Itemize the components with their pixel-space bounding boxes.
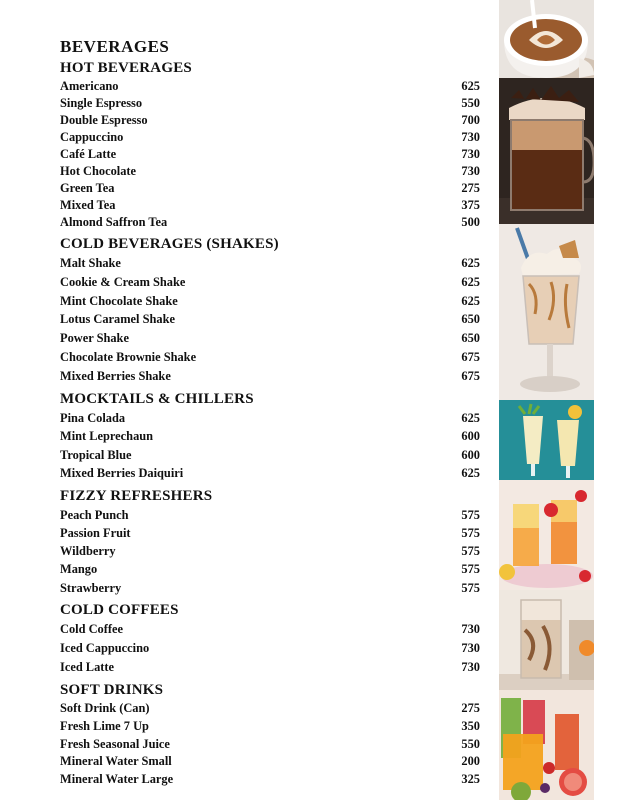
item-name: Mint Chocolate Shake (60, 293, 178, 308)
item-name: Mineral Water Large (60, 772, 174, 787)
item-price: 500 (461, 215, 480, 229)
section-heading: MOCKTAILS & CHILLERS (60, 390, 254, 407)
item-price: 575 (461, 580, 480, 595)
item-price: 625 (461, 293, 480, 308)
section-heading: HOT BEVERAGES (60, 60, 192, 76)
section-cold-beverages-shakes (60, 235, 482, 386)
section-fizzy-refreshers (60, 487, 482, 597)
item-price: 625 (461, 410, 480, 425)
item-name: Peach Punch (60, 507, 129, 522)
item-price: 730 (461, 622, 480, 637)
item-price: 625 (461, 256, 480, 270)
menu-item (60, 292, 482, 311)
item-price: 625 (461, 79, 480, 93)
item-name: Passion Fruit (60, 525, 131, 540)
menu-item (60, 112, 482, 129)
menu-item (60, 736, 482, 754)
item-price: 650 (461, 331, 480, 346)
section-heading: SOFT DRINKS (60, 682, 164, 699)
menu-item (60, 427, 482, 446)
menu-item (60, 163, 482, 180)
item-price: 275 (461, 701, 480, 716)
item-name: Fresh Lime 7 Up (60, 718, 149, 733)
menu-item (60, 146, 482, 163)
item-name: Single Espresso (60, 96, 143, 110)
item-name: Wildberry (60, 544, 116, 559)
item-price: 625 (461, 274, 480, 289)
menu-item (60, 197, 482, 214)
section-cold-coffees (60, 601, 482, 677)
item-name: Iced Cappuccino (60, 641, 150, 656)
menu-item (60, 579, 482, 597)
item-name: Mixed Tea (60, 198, 116, 212)
item-price: 625 (461, 466, 480, 481)
menu-item (60, 658, 482, 677)
section-heading: COLD BEVERAGES (SHAKES) (60, 236, 279, 252)
section-soft-drinks (60, 681, 482, 789)
item-name: Power Shake (60, 331, 129, 346)
item-name: Cold Coffee (60, 622, 123, 637)
item-price: 730 (461, 641, 480, 656)
item-price: 575 (461, 544, 480, 559)
item-name: Strawberry (60, 580, 122, 595)
item-price: 675 (461, 368, 480, 383)
item-name: Mixed Berries Shake (60, 368, 171, 383)
item-price: 550 (461, 96, 480, 110)
menu-item (60, 367, 482, 386)
menu-item (60, 214, 482, 231)
menu-item (60, 524, 482, 542)
menu-item (60, 718, 482, 736)
item-name: Mango (60, 562, 98, 577)
item-name: Mint Leprechaun (60, 429, 154, 444)
menu-item (60, 506, 482, 524)
latte-art-photo (499, 0, 594, 78)
section-hot-beverages (60, 59, 482, 231)
menu-item (60, 180, 482, 197)
item-name: Chocolate Brownie Shake (60, 349, 197, 364)
item-price: 730 (461, 164, 480, 178)
item-name: Green Tea (60, 181, 115, 195)
menu-item (60, 700, 482, 718)
item-price: 600 (461, 429, 480, 444)
item-name: Pina Colada (60, 410, 126, 425)
menu-item (60, 446, 482, 465)
page-title: BEVERAGES (60, 37, 170, 56)
menu-item (60, 95, 482, 112)
menu-item (60, 542, 482, 560)
milkshake-photo (499, 224, 594, 400)
item-name: Almond Saffron Tea (60, 215, 168, 229)
menu-item (60, 560, 482, 578)
item-price: 200 (461, 754, 480, 769)
photo-strip (499, 0, 594, 800)
item-price: 575 (461, 525, 480, 540)
juice-photo (499, 690, 594, 800)
iced-coffee-photo (499, 590, 594, 690)
item-price: 600 (461, 447, 480, 462)
item-price: 325 (461, 772, 480, 787)
item-price: 575 (461, 507, 480, 522)
item-name: Café Latte (60, 147, 117, 161)
item-price: 350 (461, 718, 480, 733)
item-price: 730 (461, 130, 480, 144)
item-name: Fresh Seasonal Juice (60, 736, 170, 751)
item-name: Hot Chocolate (60, 164, 137, 178)
item-price: 575 (461, 562, 480, 577)
item-price: 375 (461, 198, 480, 212)
item-name: Mineral Water Small (60, 754, 172, 769)
menu-item (60, 639, 482, 658)
item-name: Lotus Caramel Shake (60, 312, 175, 327)
menu-item (60, 310, 482, 329)
item-name: Iced Latte (60, 660, 115, 675)
menu-content (60, 37, 482, 789)
fizzy-drinks-photo (499, 480, 594, 590)
menu-item (60, 753, 482, 771)
menu-item (60, 254, 482, 273)
menu-item (60, 464, 482, 483)
item-name: Americano (60, 79, 119, 93)
item-name: Tropical Blue (60, 447, 132, 462)
section-heading: FIZZY REFRESHERS (60, 487, 213, 504)
item-price: 675 (461, 349, 480, 364)
menu-item (60, 78, 482, 95)
item-price: 700 (461, 113, 480, 127)
menu-item (60, 620, 482, 639)
item-price: 275 (461, 181, 480, 195)
item-price: 730 (461, 660, 480, 675)
item-name: Soft Drink (Can) (60, 701, 150, 716)
menu-item (60, 329, 482, 348)
item-name: Mixed Berries Daiquiri (60, 466, 184, 481)
menu-item (60, 771, 482, 789)
pina-colada-photo (499, 400, 594, 480)
item-price: 650 (461, 312, 480, 327)
section-mocktails-chillers (60, 390, 482, 483)
item-name: Double Espresso (60, 113, 148, 127)
item-name: Malt Shake (60, 256, 121, 270)
item-price: 730 (461, 147, 480, 161)
item-price: 550 (461, 736, 480, 751)
item-name: Cappuccino (60, 130, 124, 144)
section-heading: COLD COFFEES (60, 602, 179, 619)
menu-item (60, 409, 482, 428)
menu-item (60, 273, 482, 292)
menu-item (60, 348, 482, 367)
menu-item (60, 129, 482, 146)
item-name: Cookie & Cream Shake (60, 274, 186, 289)
hot-chocolate-photo (499, 78, 594, 224)
